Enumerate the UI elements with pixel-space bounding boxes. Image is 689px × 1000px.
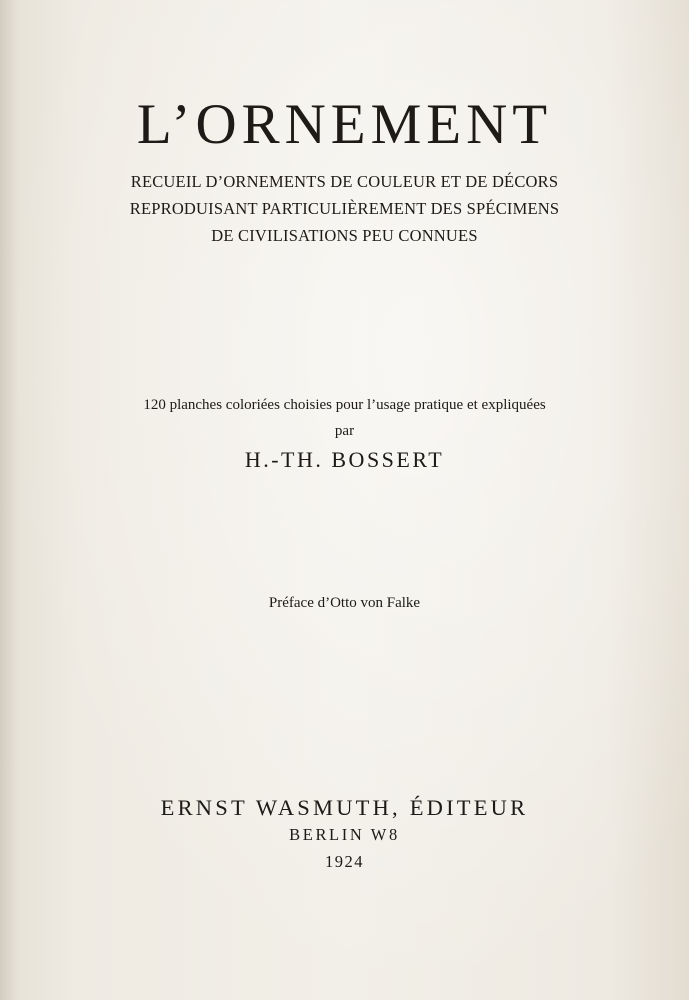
subtitle-line-2: REPRODUISANT PARTICULIÈREMENT DES SPÉCIMENS xyxy=(129,199,560,218)
subtitle-line-3: DE CIVILISATIONS PEU CONNUES xyxy=(211,226,478,245)
author-name: H.-TH. BOSSERT xyxy=(244,447,445,472)
preface-credit: Préface d’Otto von Falke xyxy=(268,595,421,611)
plates-description: 120 planches coloriées choisies pour l’usage pratique et expliquées xyxy=(143,397,546,413)
publisher-name: ERNST WASMUTH, ÉDITEUR xyxy=(160,795,529,820)
publication-year: 1924 xyxy=(325,852,364,871)
subtitle-line-1: RECUEIL D’ORNEMENTS DE COULEUR ET DE DÉCORS xyxy=(130,172,559,191)
publisher-city: BERLIN W8 xyxy=(289,825,400,844)
by-line: par xyxy=(334,423,355,439)
book-title: L’ORNEMENT xyxy=(136,93,553,156)
